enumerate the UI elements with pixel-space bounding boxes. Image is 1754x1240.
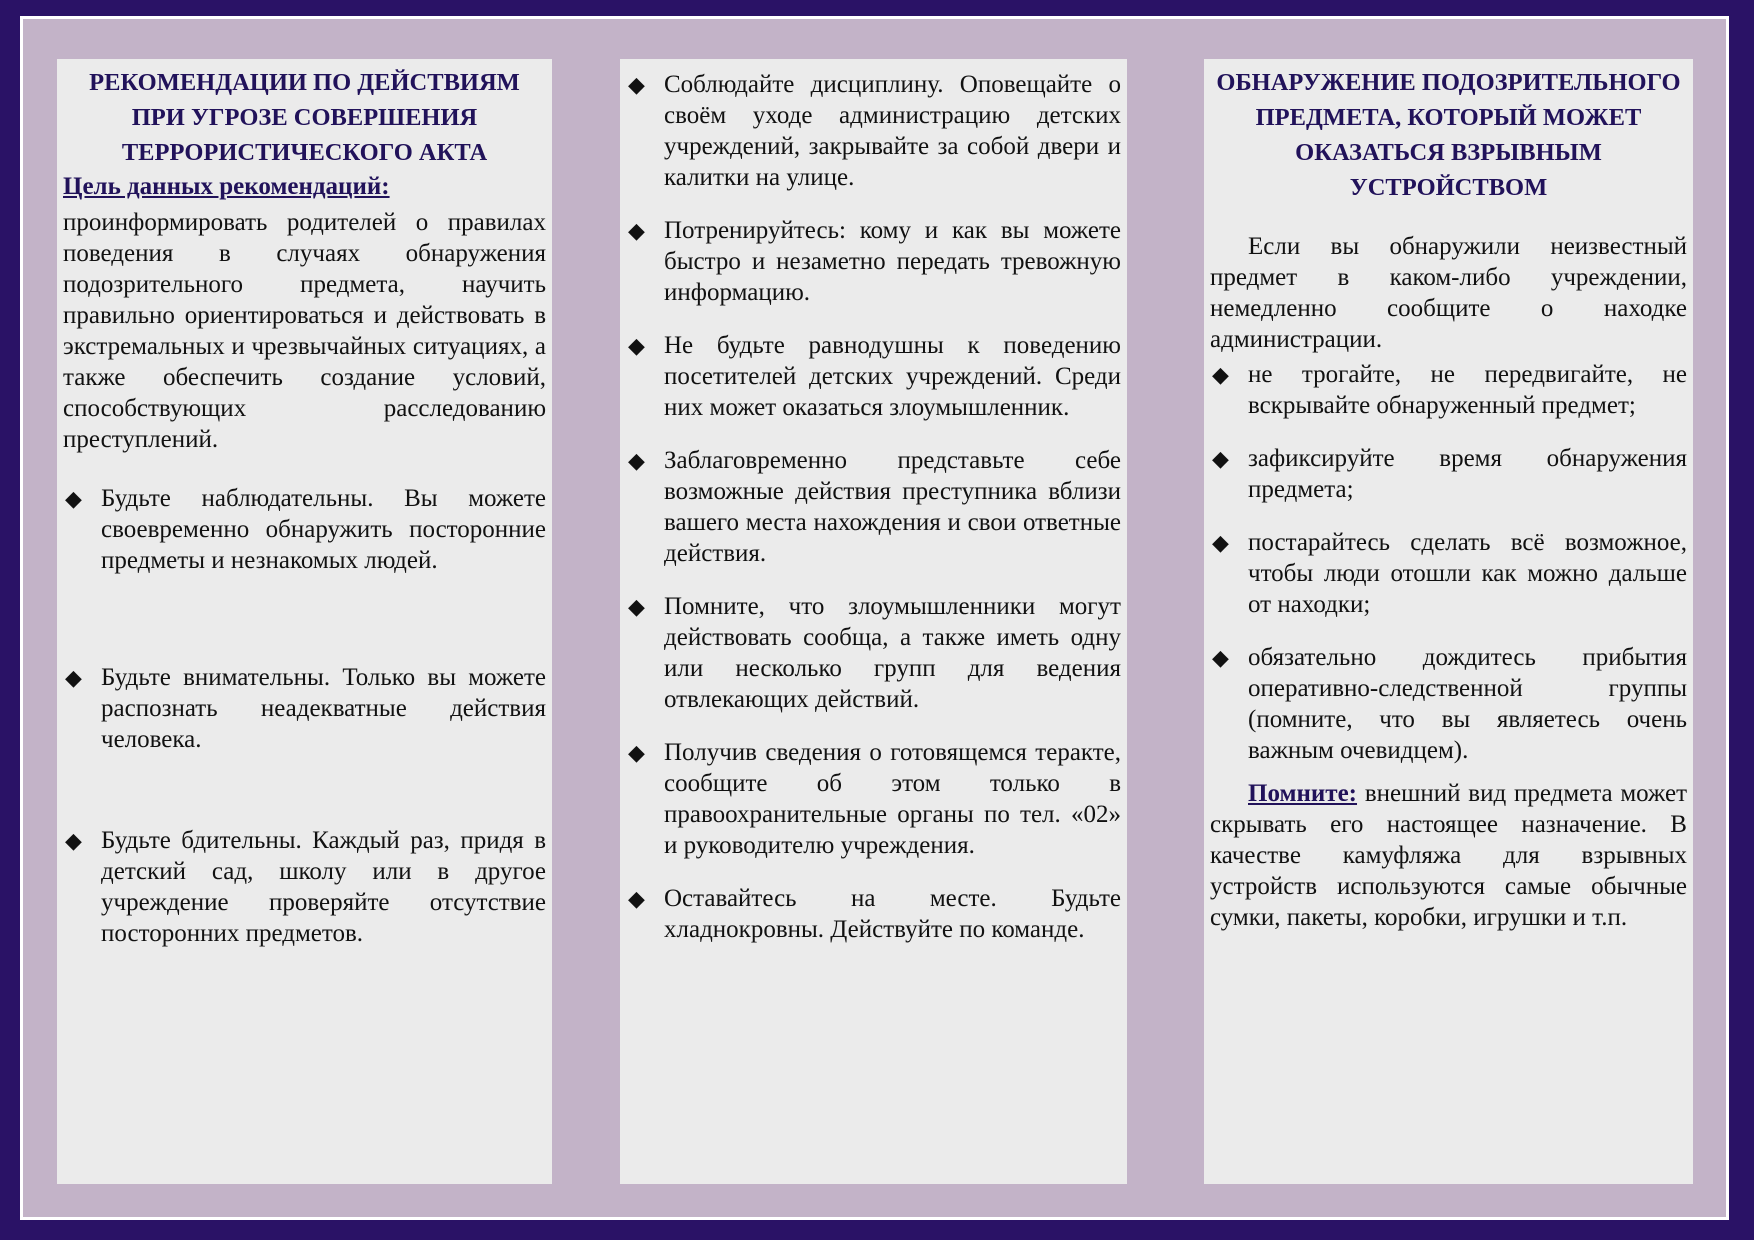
- list-item: [626, 883, 1121, 945]
- diamond-icon: ◆: [628, 448, 645, 473]
- remember-label: Помните:: [1248, 780, 1358, 807]
- list-item: [626, 69, 1121, 193]
- list-item-text: Соблюдайте дисциплину. Оповещайте о своём уходе администрацию детских учреждений, закрывайте за собой двери и калитки на улице.: [664, 71, 1121, 191]
- diamond-icon: ◆: [1212, 446, 1229, 471]
- diamond-icon: ◆: [65, 828, 82, 853]
- list-item-text: Заблаговременно представьте себе возможные действия преступника вблизи вашего места нахождения и свои ответные действия.: [664, 447, 1121, 567]
- column-left: [57, 59, 552, 1184]
- list-item-text: Будьте наблюдательны. Вы можете своевременно обнаружить посторонние предметы и незнакомых людей.: [101, 485, 546, 574]
- remember-text: внешний вид предмета может скрывать его настоящее назначение. В качестве камуфляжа для взрывных устройств используются самые обычные сумки, пакеты, коробки, игрушки и т.п.: [1210, 780, 1688, 931]
- diamond-icon: ◆: [628, 886, 645, 911]
- list-item: [626, 737, 1121, 861]
- diamond-icon: ◆: [628, 333, 645, 358]
- column-middle: [620, 59, 1127, 1184]
- list-item-text: зафиксируйте время обнаружения предмета;: [1248, 445, 1687, 503]
- diamond-icon: ◆: [65, 486, 82, 511]
- list-item: [63, 483, 546, 576]
- diamond-icon: ◆: [628, 72, 645, 97]
- list-item-text: обязательно дождитесь прибытия оперативно-следственной группы (помните, что вы являетесь очень важным очевидцем).: [1248, 644, 1687, 764]
- list-item: [1210, 527, 1687, 620]
- list-item-text: Будьте бдительны. Каждый раз, придя в детский сад, школу или в другое учреждение проверяйте отсутствие посторонних предметов.: [101, 827, 546, 947]
- diamond-icon: ◆: [1212, 362, 1229, 387]
- list-item-text: Потренируйтесь: кому и как вы можете быстро и незаметно передать тревожную информацию.: [664, 217, 1121, 306]
- goal-text: проинформировать родителей о правилах поведения в случаях обнаружения подозрительного предмета, научить правильно ориентироваться и действовать в экстремальных и чрезвычайных ситуациях, а также обеспечить создание условий, способствующих расследованию преступлений.: [63, 209, 546, 453]
- list-item-text: постарайтесь сделать всё возможное, чтобы люди отошли как можно дальше от находки;: [1248, 529, 1687, 618]
- diamond-icon: ◆: [628, 218, 645, 243]
- intro-text: Если вы обнаружили неизвестный предмет в каком-либо учреждении, немедленно сообщите о находке администрации.: [1210, 233, 1687, 353]
- list-item: [626, 591, 1121, 715]
- list-item-text: Не будьте равнодушны к поведению посетителей детских учреждений. Среди них может оказаться злоумышленник.: [664, 332, 1121, 421]
- goal-title: Цель данных рекомендаций:: [63, 173, 390, 200]
- list-item-text: Оставайтесь на месте. Будьте хладнокровны. Действуйте по команде.: [664, 885, 1121, 943]
- recommendation-list: [63, 483, 546, 949]
- page-title: РЕКОМЕНДАЦИИ ПО ДЕЙСТВИЯМ ПРИ УГРОЗЕ СОВЕРШЕНИЯ ТЕРРОРИСТИЧЕСКОГО АКТА: [89, 69, 520, 166]
- list-item: [1210, 443, 1687, 505]
- instruction-list: [1210, 359, 1687, 766]
- list-item: [63, 662, 546, 755]
- brochure-frame: [20, 16, 1729, 1220]
- list-item: [63, 825, 546, 949]
- diamond-icon: ◆: [628, 740, 645, 765]
- remember-note: [1210, 778, 1687, 933]
- list-item-text: Будьте внимательны. Только вы можете распознать неадекватные действия человека.: [101, 664, 546, 753]
- list-item: [626, 215, 1121, 308]
- list-item: [1210, 642, 1687, 766]
- list-item-text: Получив сведения о готовящемся теракте, сообщите об этом только в правоохранительные органы по тел. «02» и руководителю учреждения.: [664, 739, 1121, 859]
- section-title: ОБНАРУЖЕНИЕ ПОДОЗРИТЕЛЬНОГО ПРЕДМЕТА, КОТОРЫЙ МОЖЕТ ОКАЗАТЬСЯ ВЗРЫВНЫМ УСТРОЙСТВОМ: [1216, 69, 1681, 201]
- diamond-icon: ◆: [1212, 530, 1229, 555]
- list-item-text: не трогайте, не передвигайте, не вскрывайте обнаруженный предмет;: [1248, 361, 1687, 419]
- list-item-text: Помните, что злоумышленники могут действовать сообща, а также иметь одну или несколько групп для ведения отвлекающих действий.: [664, 593, 1121, 713]
- advice-list: [626, 69, 1121, 945]
- diamond-icon: ◆: [1212, 645, 1229, 670]
- column-right: [1204, 59, 1693, 1184]
- diamond-icon: ◆: [65, 665, 82, 690]
- list-item: [1210, 359, 1687, 421]
- diamond-icon: ◆: [628, 594, 645, 619]
- list-item: [626, 445, 1121, 569]
- list-item: [626, 330, 1121, 423]
